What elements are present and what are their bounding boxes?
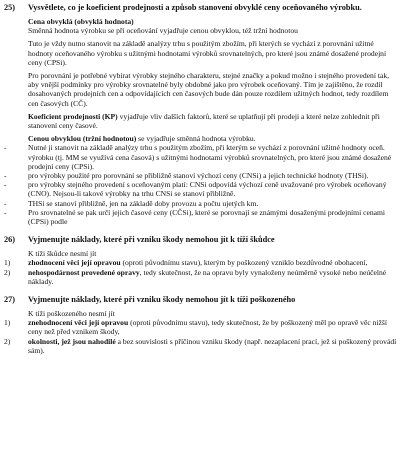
bullet-item: - Nutné ji stanovit na základě analýzy trhu s použitým zbožím, při kterým se vychází z porovnání užitné hodnoty oceň. výrobku (tj. MM se využívá cena časová) s užitnými hodnotami výrobků srovnatelných, pro které jsou známé dosažené prodejní ceny (CPSi).: [4, 143, 392, 171]
question-26-body: [4, 249, 397, 286]
term-definition: vyjadřuje vliv dalších faktorů, které se uplatňují při prodeji a které nelze zohlednit při stanovení ceny časové.: [28, 111, 380, 131]
question-25-body: [4, 17, 397, 227]
question-title: Vyjmenujte náklady, které při vzniku škody nemohou jít k tíži poškozeného: [28, 295, 296, 305]
term: Koeficient prodejnosti (KP): [28, 111, 118, 121]
paragraph: Směnná hodnota výrobku se při oceňování vyjadřuje cenou obvyklou, též tržní hodnotou: [28, 26, 298, 36]
bullet-item: - THSi se stanoví přibližně, jen na základě doby provozu a počtu ujetých km.: [4, 198, 259, 208]
list-item: 2) nehospodárnost provedené opravy, tedy skutečnost, že na opravu byly vynaloženy neúměrně vysoké nebo neúčelné náklady.: [4, 267, 387, 286]
question-25-heading: [4, 3, 401, 13]
list-item: 1) zhodnocení věci její opravou (oproti původnímu stavu), kterým by poškozený vzniklo bezdůvodné obohacení,: [4, 258, 368, 268]
bullet-item: - Pro srovnatelné se pak určí jejich časové ceny (CČSi), které se porovnají se známými dosaženými prodejními cenami (CPSi) podle: [4, 207, 386, 227]
question-number: 25): [4, 3, 16, 12]
question-26-heading: [4, 235, 401, 245]
list-item: 2) okolnosti, jež jsou nahodilé a bez souvislosti s příčinou vzniku škody (např. nezaplacení prací, jež si poškozený provádí sám).: [4, 336, 397, 355]
bullet-item: - pro výrobky stejného provedení s oceňovaným platí: CNSi odpovídá výchozí ceně uvažované pro výrobek oceňovaný (CNO). Nejsou-li takové výrobky na trhu CNSi se stanoví přibližně.: [4, 180, 387, 199]
paragraph: [28, 134, 397, 143]
question-27-body: [4, 309, 397, 355]
list-item: 1) znehodnocení věci její opravou (oproti původnímu stavu), tedy skutečnost, že by poškozený měl po opravě věc nižší ceny než před vznikem škody,: [4, 318, 387, 337]
paragraph: Pro porovnání je potřebné vybírat výrobky stejného charakteru, stejné značky a pokud možno i stejného provedení tak, aby vnější podmínky pro výrobky srovnatelné byly obdobné jako pro výrobek oceňovaný. Tím je zajištěno, že rozdíl dosahovaných prodejních cen a odpovídajících cen časových bude dán pouze rozdílem užitných hodnot, tedy rozdílem cen časových (CČ).: [28, 71, 390, 108]
term-definition: se vyjadřuje směnná hodnota výrobku.: [136, 134, 256, 144]
paragraph: K tíži škůdce nesmí jít: [28, 249, 97, 259]
paragraph: Tuto je vždy nutno stanovit na základě analýzy trhu s použitým zbožím, při kterých se vychází z porovnání užitné hodnoty oceňovaného výrobku s užitnými hodnotami výrobků srovnatelných, pro které jsou známé dosažené prodejní ceny (CPSi).: [28, 39, 387, 67]
bullet-item: - pro výrobky použité pro porovnání se přibližně stanoví výchozí ceny (CNSi) a jejich technické hodnoty (THSi).: [4, 171, 369, 181]
paragraph: K tíži poškozeného nesmí jít: [28, 309, 115, 319]
paragraph: [28, 112, 397, 130]
question-number: 27): [4, 295, 16, 305]
question-number: 26): [4, 235, 16, 245]
question-title: Vyjmenujte náklady, které při vzniku škody nemohou jít k tíži škůdce: [28, 235, 275, 245]
section-heading: Cena obvyklá (obvyklá hodnota): [28, 17, 134, 26]
term: Cenou obvyklou (tržní hodnotou): [28, 134, 137, 144]
question-title: Vysvětlete, co je koeficient prodejnosti a způsob stanovení obvyklé ceny oceňovaného výrobku.: [28, 3, 362, 12]
question-27-heading: [4, 295, 401, 305]
